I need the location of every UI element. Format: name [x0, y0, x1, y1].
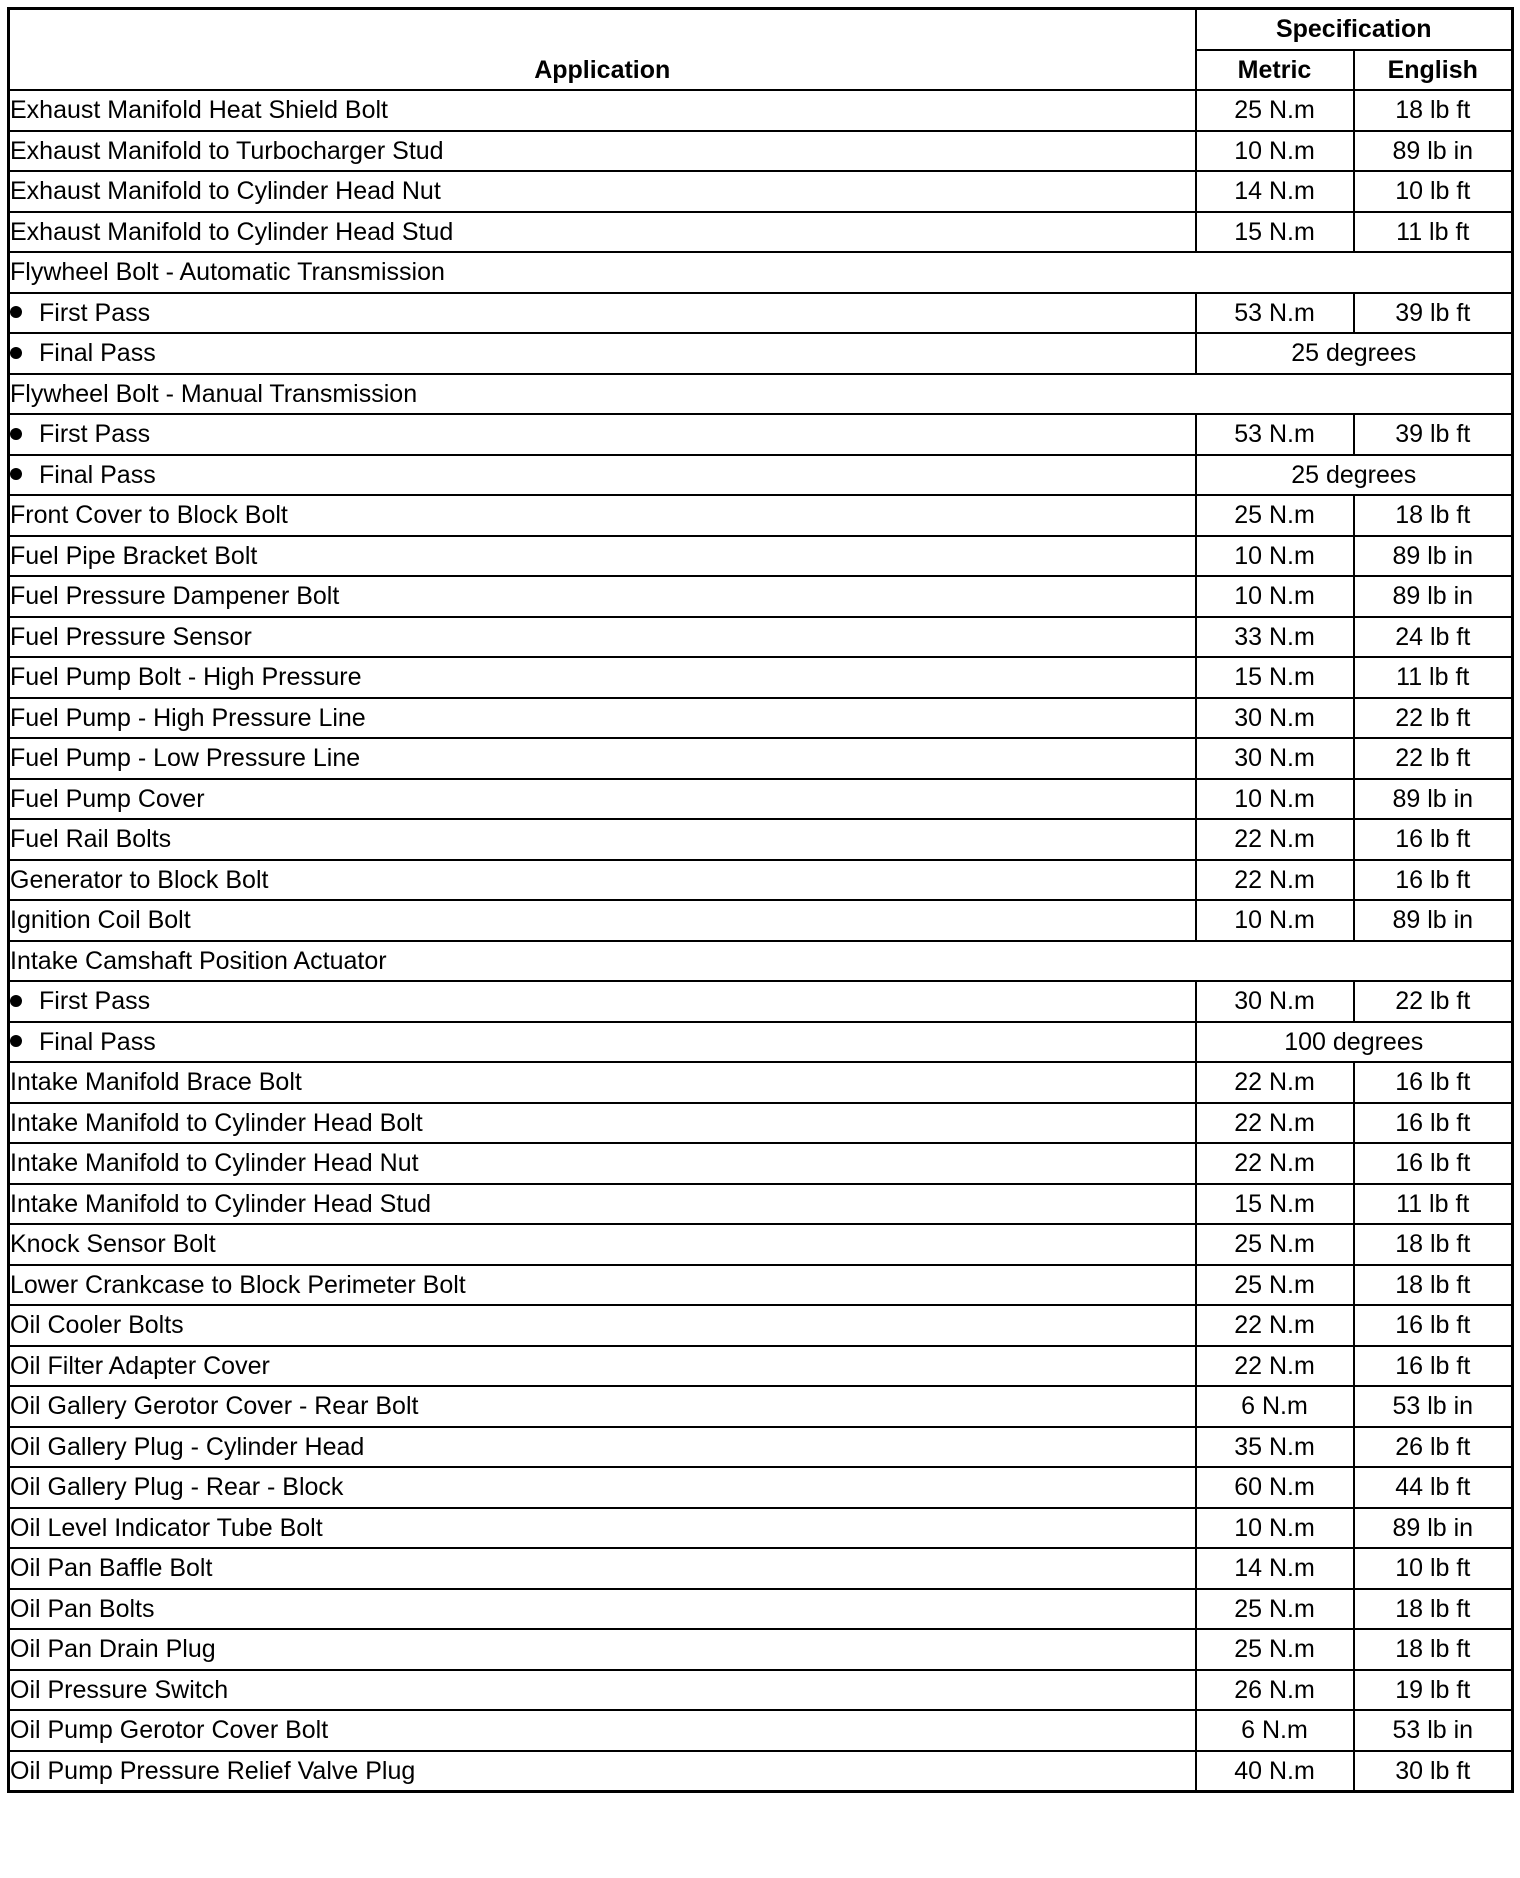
table-row	[9, 212, 1513, 253]
english-cell: 18 lb ft	[1354, 1629, 1513, 1670]
table-row	[9, 333, 1513, 374]
application-cell	[9, 941, 1513, 982]
metric-cell: 25 N.m	[1196, 1589, 1354, 1630]
metric-cell: 25 N.m	[1196, 90, 1354, 131]
application-label: Oil Gallery Plug - Rear - Block	[10, 1473, 344, 1502]
application-cell	[9, 414, 1196, 455]
application-cell	[9, 1103, 1196, 1144]
table-row	[9, 698, 1513, 739]
metric-cell: 22 N.m	[1196, 860, 1354, 901]
application-cell	[9, 698, 1196, 739]
application-label: Flywheel Bolt - Manual Transmission	[10, 379, 418, 408]
table-row	[9, 171, 1513, 212]
table-row	[9, 1062, 1513, 1103]
application-cell	[9, 1143, 1196, 1184]
application-label: Ignition Coil Bolt	[10, 906, 191, 935]
english-cell: 39 lb ft	[1354, 293, 1513, 334]
application-label: Oil Pressure Switch	[10, 1675, 229, 1704]
table-row	[9, 293, 1513, 334]
english-cell: 24 lb ft	[1354, 617, 1513, 658]
application-cell	[9, 1629, 1196, 1670]
application-cell	[9, 1062, 1196, 1103]
bullet-icon	[10, 428, 22, 440]
application-cell	[9, 981, 1196, 1022]
english-cell: 30 lb ft	[1354, 1751, 1513, 1792]
table-row	[9, 900, 1513, 941]
english-cell: 89 lb in	[1354, 576, 1513, 617]
table-header	[9, 9, 1513, 91]
application-label: Exhaust Manifold Heat Shield Bolt	[10, 96, 388, 125]
bullet-icon	[10, 347, 22, 359]
table-row	[9, 1224, 1513, 1265]
metric-cell: 25 N.m	[1196, 1265, 1354, 1306]
english-cell: 16 lb ft	[1354, 1346, 1513, 1387]
table-row	[9, 252, 1513, 293]
application-cell	[9, 1224, 1196, 1265]
metric-cell: 30 N.m	[1196, 698, 1354, 739]
application-label: Exhaust Manifold to Cylinder Head Stud	[10, 217, 454, 246]
english-cell: 89 lb in	[1354, 131, 1513, 172]
table-row	[9, 1143, 1513, 1184]
metric-cell: 26 N.m	[1196, 1670, 1354, 1711]
application-cell	[9, 1386, 1196, 1427]
bullet-icon	[10, 1035, 22, 1047]
table-row	[9, 1386, 1513, 1427]
metric-cell: 30 N.m	[1196, 738, 1354, 779]
application-cell	[9, 293, 1196, 334]
bullet-icon	[10, 468, 22, 480]
english-cell: 22 lb ft	[1354, 698, 1513, 739]
metric-cell: 10 N.m	[1196, 1508, 1354, 1549]
english-cell: 16 lb ft	[1354, 1062, 1513, 1103]
english-cell: 44 lb ft	[1354, 1467, 1513, 1508]
metric-cell: 22 N.m	[1196, 819, 1354, 860]
application-label: Oil Cooler Bolts	[10, 1311, 184, 1340]
table-row	[9, 131, 1513, 172]
metric-cell: 22 N.m	[1196, 1305, 1354, 1346]
english-cell: 89 lb in	[1354, 536, 1513, 577]
english-cell: 39 lb ft	[1354, 414, 1513, 455]
application-label: Flywheel Bolt - Automatic Transmission	[10, 258, 445, 287]
metric-cell: 53 N.m	[1196, 414, 1354, 455]
application-cell	[9, 1184, 1196, 1225]
metric-cell: 10 N.m	[1196, 131, 1354, 172]
metric-cell: 22 N.m	[1196, 1062, 1354, 1103]
application-label: Final Pass	[39, 460, 156, 489]
table-row	[9, 1751, 1513, 1792]
table-row	[9, 1184, 1513, 1225]
application-header: Application	[9, 9, 1196, 91]
application-label: Oil Pan Baffle Bolt	[10, 1554, 213, 1583]
table-row	[9, 1305, 1513, 1346]
metric-cell: 14 N.m	[1196, 171, 1354, 212]
table-row	[9, 1265, 1513, 1306]
metric-cell: 22 N.m	[1196, 1143, 1354, 1184]
application-cell	[9, 252, 1513, 293]
bullet-icon	[10, 995, 22, 1007]
table-row	[9, 1670, 1513, 1711]
table-row	[9, 576, 1513, 617]
table-row	[9, 657, 1513, 698]
metric-cell: 22 N.m	[1196, 1103, 1354, 1144]
application-label: Intake Manifold to Cylinder Head Nut	[10, 1149, 419, 1178]
table-row	[9, 495, 1513, 536]
english-cell: 16 lb ft	[1354, 860, 1513, 901]
table-row	[9, 779, 1513, 820]
english-cell: 11 lb ft	[1354, 212, 1513, 253]
table-row	[9, 374, 1513, 415]
application-label: Intake Manifold to Cylinder Head Stud	[10, 1189, 432, 1218]
english-cell: 26 lb ft	[1354, 1427, 1513, 1468]
table-row	[9, 1629, 1513, 1670]
application-label: Fuel Pressure Dampener Bolt	[10, 582, 340, 611]
application-label: Oil Level Indicator Tube Bolt	[10, 1513, 323, 1542]
application-label: Fuel Rail Bolts	[10, 825, 172, 854]
metric-cell: 33 N.m	[1196, 617, 1354, 658]
metric-cell: 25 N.m	[1196, 1629, 1354, 1670]
table-row	[9, 1022, 1513, 1063]
english-cell: 89 lb in	[1354, 1508, 1513, 1549]
application-cell	[9, 657, 1196, 698]
metric-header: Metric	[1196, 50, 1354, 91]
application-cell	[9, 1265, 1196, 1306]
english-cell: 18 lb ft	[1354, 495, 1513, 536]
application-cell	[9, 1305, 1196, 1346]
metric-cell: 15 N.m	[1196, 657, 1354, 698]
application-label: Intake Camshaft Position Actuator	[10, 946, 387, 975]
english-cell: 22 lb ft	[1354, 981, 1513, 1022]
application-cell	[9, 1548, 1196, 1589]
english-header: English	[1354, 50, 1513, 91]
application-label: Fuel Pump - Low Pressure Line	[10, 744, 361, 773]
application-label: Fuel Pressure Sensor	[10, 622, 252, 651]
table-row	[9, 1346, 1513, 1387]
application-label: Generator to Block Bolt	[10, 865, 269, 894]
english-cell: 53 lb in	[1354, 1710, 1513, 1751]
metric-cell: 40 N.m	[1196, 1751, 1354, 1792]
application-cell	[9, 1751, 1196, 1792]
application-label: Fuel Pump Bolt - High Pressure	[10, 663, 362, 692]
application-label: Oil Filter Adapter Cover	[10, 1351, 270, 1380]
application-cell	[9, 1346, 1196, 1387]
header-row-top	[9, 9, 1513, 50]
metric-cell: 15 N.m	[1196, 1184, 1354, 1225]
metric-cell: 35 N.m	[1196, 1427, 1354, 1468]
application-cell	[9, 617, 1196, 658]
application-cell	[9, 90, 1196, 131]
metric-cell: 10 N.m	[1196, 779, 1354, 820]
english-cell: 19 lb ft	[1354, 1670, 1513, 1711]
english-cell: 18 lb ft	[1354, 1224, 1513, 1265]
application-label: Exhaust Manifold to Cylinder Head Nut	[10, 177, 441, 206]
application-label: Oil Pump Gerotor Cover Bolt	[10, 1716, 329, 1745]
english-cell: 16 lb ft	[1354, 1143, 1513, 1184]
application-cell	[9, 212, 1196, 253]
table-row	[9, 860, 1513, 901]
english-cell: 53 lb in	[1354, 1386, 1513, 1427]
metric-cell: 10 N.m	[1196, 900, 1354, 941]
application-label: First Pass	[39, 987, 151, 1016]
application-cell	[9, 455, 1196, 496]
english-cell: 89 lb in	[1354, 900, 1513, 941]
application-label: Final Pass	[39, 1027, 156, 1056]
application-cell	[9, 374, 1513, 415]
application-label: Oil Gallery Plug - Cylinder Head	[10, 1432, 365, 1461]
table-row	[9, 981, 1513, 1022]
table-row	[9, 1548, 1513, 1589]
application-cell	[9, 1022, 1196, 1063]
application-cell	[9, 171, 1196, 212]
metric-cell: 10 N.m	[1196, 576, 1354, 617]
metric-cell: 53 N.m	[1196, 293, 1354, 334]
metric-cell: 10 N.m	[1196, 536, 1354, 577]
metric-cell: 25 N.m	[1196, 495, 1354, 536]
application-label: Fuel Pump - High Pressure Line	[10, 703, 366, 732]
application-label: First Pass	[39, 420, 151, 449]
table-row	[9, 819, 1513, 860]
metric-cell: 60 N.m	[1196, 1467, 1354, 1508]
english-cell: 16 lb ft	[1354, 819, 1513, 860]
table-body	[9, 90, 1513, 1792]
bullet-icon	[10, 306, 22, 318]
application-label: Oil Pan Drain Plug	[10, 1635, 216, 1664]
application-cell	[9, 131, 1196, 172]
table-row	[9, 941, 1513, 982]
application-cell	[9, 536, 1196, 577]
metric-cell: 6 N.m	[1196, 1386, 1354, 1427]
application-label: Exhaust Manifold to Turbocharger Stud	[10, 136, 444, 165]
specification-header: Specification	[1196, 9, 1513, 50]
table-row	[9, 738, 1513, 779]
application-label: Oil Pan Bolts	[10, 1594, 155, 1623]
application-label: Oil Pump Pressure Relief Valve Plug	[10, 1756, 416, 1785]
english-cell: 11 lb ft	[1354, 657, 1513, 698]
application-label: First Pass	[39, 298, 151, 327]
metric-cell: 30 N.m	[1196, 981, 1354, 1022]
angle-spec-cell: 25 degrees	[1196, 455, 1513, 496]
english-cell: 11 lb ft	[1354, 1184, 1513, 1225]
table-row	[9, 1710, 1513, 1751]
application-label: Final Pass	[39, 339, 156, 368]
application-label: Fuel Pump Cover	[10, 784, 205, 813]
table-row	[9, 414, 1513, 455]
spec-table-container	[7, 7, 1514, 1793]
english-cell: 16 lb ft	[1354, 1305, 1513, 1346]
application-cell	[9, 1670, 1196, 1711]
application-cell	[9, 576, 1196, 617]
table-row	[9, 1467, 1513, 1508]
table-row	[9, 1427, 1513, 1468]
torque-specification-table	[7, 7, 1514, 1793]
table-row	[9, 90, 1513, 131]
application-label: Oil Gallery Gerotor Cover - Rear Bolt	[10, 1392, 419, 1421]
table-row	[9, 1589, 1513, 1630]
application-cell	[9, 1427, 1196, 1468]
english-cell: 10 lb ft	[1354, 171, 1513, 212]
metric-cell: 15 N.m	[1196, 212, 1354, 253]
application-label: Fuel Pipe Bracket Bolt	[10, 541, 258, 570]
application-label: Knock Sensor Bolt	[10, 1230, 216, 1259]
table-row	[9, 1103, 1513, 1144]
application-cell	[9, 779, 1196, 820]
english-cell: 16 lb ft	[1354, 1103, 1513, 1144]
application-cell	[9, 333, 1196, 374]
application-cell	[9, 819, 1196, 860]
application-label: Intake Manifold Brace Bolt	[10, 1068, 302, 1097]
english-cell: 18 lb ft	[1354, 1265, 1513, 1306]
table-row	[9, 617, 1513, 658]
application-cell	[9, 1467, 1196, 1508]
angle-spec-cell: 25 degrees	[1196, 333, 1513, 374]
english-cell: 18 lb ft	[1354, 1589, 1513, 1630]
english-cell: 18 lb ft	[1354, 90, 1513, 131]
table-row	[9, 1508, 1513, 1549]
metric-cell: 22 N.m	[1196, 1346, 1354, 1387]
application-cell	[9, 1508, 1196, 1549]
application-label: Lower Crankcase to Block Perimeter Bolt	[10, 1270, 466, 1299]
application-label: Intake Manifold to Cylinder Head Bolt	[10, 1108, 423, 1137]
metric-cell: 14 N.m	[1196, 1548, 1354, 1589]
english-cell: 10 lb ft	[1354, 1548, 1513, 1589]
application-cell	[9, 495, 1196, 536]
metric-cell: 6 N.m	[1196, 1710, 1354, 1751]
table-row	[9, 455, 1513, 496]
application-cell	[9, 738, 1196, 779]
metric-cell: 25 N.m	[1196, 1224, 1354, 1265]
application-label: Front Cover to Block Bolt	[10, 501, 288, 530]
english-cell: 89 lb in	[1354, 779, 1513, 820]
table-row	[9, 536, 1513, 577]
application-cell	[9, 900, 1196, 941]
angle-spec-cell: 100 degrees	[1196, 1022, 1513, 1063]
application-cell	[9, 1710, 1196, 1751]
english-cell: 22 lb ft	[1354, 738, 1513, 779]
application-cell	[9, 1589, 1196, 1630]
application-cell	[9, 860, 1196, 901]
